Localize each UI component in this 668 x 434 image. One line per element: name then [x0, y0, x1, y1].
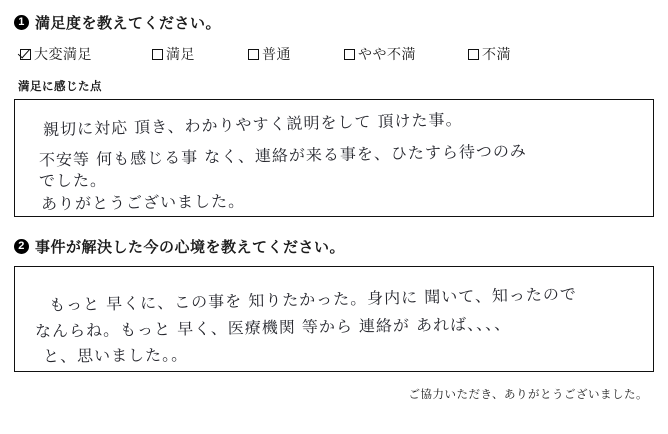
- question-1-options: [20, 44, 654, 64]
- question-1-text: 満足度を教えてください。: [35, 15, 222, 32]
- handwritten-line: ありがとうございました。: [40, 191, 246, 214]
- handwritten-line: なんらね。もっと 早く、医療機関 等から 連絡が あれば、、、、: [34, 314, 512, 341]
- handwritten-line: もっと 早くに、この事を 知りたかった。身内に 聞いて、知ったので: [48, 284, 578, 315]
- option-very-satisfied[interactable]: [20, 44, 152, 64]
- option-label: 不満: [482, 46, 511, 62]
- checkbox-icon[interactable]: [468, 49, 479, 60]
- question-1-answer-box[interactable]: [14, 99, 654, 217]
- option-label: やや不満: [358, 46, 416, 62]
- checkbox-icon[interactable]: [344, 49, 355, 60]
- option-satisfied[interactable]: [152, 44, 248, 64]
- question-2-answer-box[interactable]: [14, 266, 654, 372]
- option-label: 普通: [262, 46, 291, 62]
- checkbox-icon[interactable]: [152, 49, 163, 60]
- thank-you-note: ご協力いただき、ありがとうございました。: [408, 389, 648, 401]
- handwritten-line: 親切に対応 頂き、わかりやすく説明をして 頂けた事。: [42, 109, 463, 140]
- handwritten-line: 不安等 何も感じる事 なく、連絡が来る事を、ひたすら待つのみ: [38, 141, 528, 170]
- question-2-text: 事件が解決した今の心境を教えてください。: [35, 239, 346, 256]
- option-dissatisfied[interactable]: [468, 44, 511, 64]
- question-2-number: 2: [14, 239, 29, 254]
- option-slightly-dissatisfied[interactable]: [344, 44, 468, 64]
- question-1-heading: [14, 12, 654, 33]
- option-neutral[interactable]: [248, 44, 344, 64]
- question-1-number: 1: [14, 15, 29, 30]
- option-label: 満足: [166, 46, 195, 62]
- checkbox-icon[interactable]: [20, 49, 31, 60]
- checkbox-icon[interactable]: [248, 49, 259, 60]
- question-2-heading: [14, 236, 654, 257]
- handwritten-line: でした。: [38, 170, 108, 191]
- handwritten-line: と、思いました。。: [42, 345, 189, 366]
- question-1-sub-heading: 満足に感じた点: [18, 81, 102, 93]
- option-label: 大変満足: [34, 46, 92, 62]
